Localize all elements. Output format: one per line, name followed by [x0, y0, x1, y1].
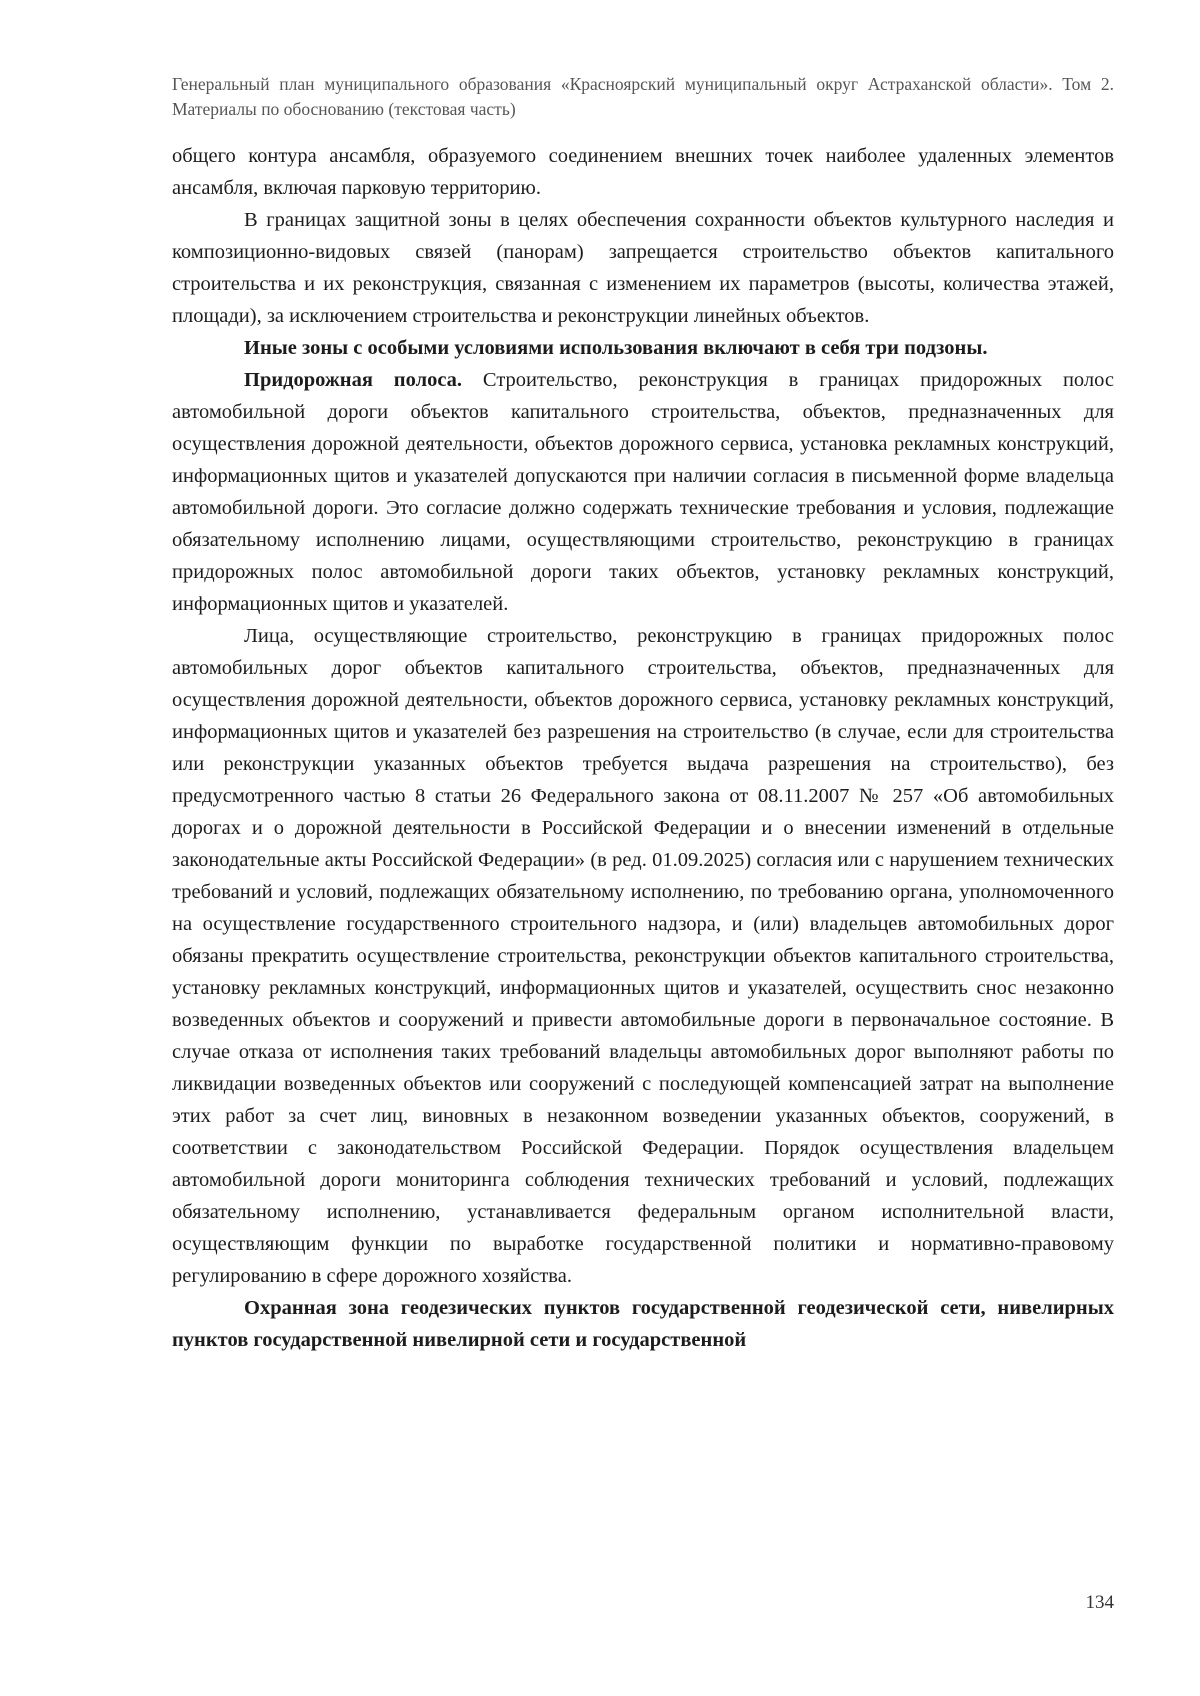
- body-text: [172, 140, 1114, 1356]
- paragraph-roadside-strip-text: Строительство, реконструкция в границах придорожных полос автомобильной дороги объектов капитального строительства, объектов, предназначенных для осуществления дорожной деятельности, объектов дорожного сервиса, установка рекламных конструкций, информационных щитов и указателей допускаются при наличии согласия в письменной форме владельца автомобильной дороги. Это согласие должно содержать технические требования и условия, подлежащие обязательному исполнению лицами, осуществляющими строительство, реконструкцию в границах придорожных полос автомобильной дороги таких объектов, установку рекламных конструкций, информационных щитов и указателей.: [172, 369, 1114, 615]
- page-number: 134: [1085, 1592, 1114, 1613]
- paragraph-geodetic-zone-heading: Охранная зона геодезических пунктов государственной геодезической сети, нивелирных пунктов государственной нивелирной сети и государственной: [172, 1297, 1114, 1351]
- paragraph-other-zones-heading: Иные зоны с особыми условиями использования включают в себя три подзоны.: [244, 337, 988, 359]
- paragraph-protective-zone: В границах защитной зоны в целях обеспечения сохранности объектов культурного наследия и композиционно-видовых связей (панорам) запрещается строительство объектов капитального строительства и их реконструкция, связанная с изменением их параметров (высоты, количества этажей, площади), за исключением строительства и реконструкции линейных объектов.: [172, 209, 1114, 327]
- paragraph-continuation: общего контура ансамбля, образуемого соединением внешних точек наиболее удаленных элементов ансамбля, включая парковую территорию.: [172, 145, 1114, 199]
- paragraph-persons-obligations: Лица, осуществляющие строительство, реконструкцию в границах придорожных полос автомобильных дорог объектов капитального строительства, объектов, предназначенных для осуществления дорожной деятельности, объектов дорожного сервиса, установку рекламных конструкций, информационных щитов и указателей без разрешения на строительство (в случае, если для строительства или реконструкции указанных объектов требуется выдача разрешения на строительство), без предусмотренного частью 8 статьи 26 Федерального закона от 08.11.2007 № 257 «Об автомобильных дорогах и о дорожной деятельности в Российской Федерации и о внесении изменений в отдельные законодательные акты Российской Федерации» (в ред. 01.09.2025) согласия или с нарушением технических требований и условий, подлежащих обязательному исполнению, по требованию органа, уполномоченного на осуществление государственного строительного надзора, и (или) владельцев автомобильных дорог обязаны прекратить осуществление строительства, реконструкции объектов капитального строительства, установку рекламных конструкций, информационных щитов и указателей, осуществить снос незаконно возведенных объектов и сооружений и привести автомобильные дороги в первоначальное состояние. В случае отказа от исполнения таких требований владельцы автомобильных дорог выполняют работы по ликвидации возведенных объектов или сооружений с последующей компенсацией затрат на выполнение этих работ за счет лиц, виновных в незаконном возведении указанных объектов, сооружений, в соответствии с законодательством Российской Федерации. Порядок осуществления владельцем автомобильной дороги мониторинга соблюдения технических требований и условий, подлежащих обязательному исполнению, устанавливается федеральным органом исполнительной власти, осуществляющим функции по выработке государственной политики и нормативно-правовому регулированию в сфере дорожного хозяйства.: [172, 625, 1114, 1287]
- paragraph-roadside-strip: [172, 364, 1114, 620]
- running-header: Генеральный план муниципального образования «Красноярский муниципальный округ Астраханской области». Том 2. Материалы по обоснованию (текстовая часть): [172, 74, 1114, 119]
- paragraph-lead-term: Придорожная полоса.: [244, 369, 463, 391]
